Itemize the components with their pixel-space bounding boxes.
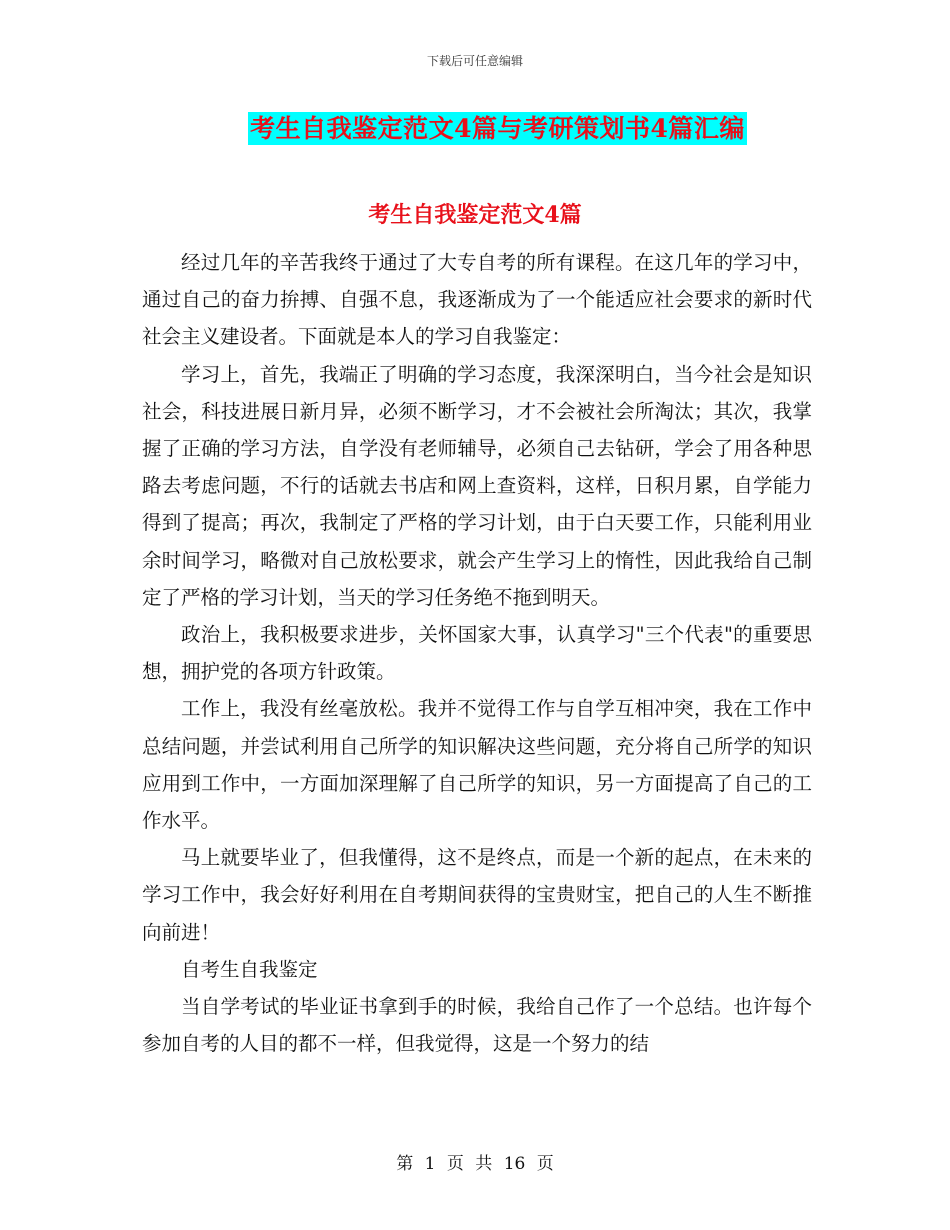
paragraph: 工作上，我没有丝毫放松。我并不觉得工作与自学互相冲突，我在工作中总结问题，并尝试利用自己所学的知识解决这些问题，充分将自己所学的知识应用到工作中，一方面加深理解了自己所学的知识，另一方面提高了自己的工作水平。: [142, 697, 812, 833]
document-body: [142, 244, 812, 1062]
title-wrapper: [0, 112, 950, 145]
section-title: 考生自我鉴定范文4篇: [368, 202, 582, 228]
document-title: 考生自我鉴定范文4篇与考研策划书4篇汇编: [250, 114, 745, 143]
paragraph: 学习上，首先，我端正了明确的学习态度，我深深明白，当今社会是知识社会，科技进展日新月异，必须不断学习，才不会被社会所淘汰；其次，我掌握了正确的学习方法，自学没有老师辅导，必须自己去钻研，学会了用各种思路去考虑问题，不行的话就去书店和网上查资料，这样，日积月累，自学能力得到了提高；再次，我制定了严格的学习计划，由于白天要工作，只能利用业余时间学习，略微对自己放松要求，就会产生学习上的惰性，因此我给自己制定了严格的学习计划，当天的学习任务绝不拖到明天。: [142, 362, 812, 609]
page-number: 第 1 页 共 16 页: [396, 1154, 554, 1174]
paragraph: 当自学考试的毕业证书拿到手的时候，我给自己作了一个总结。也许每个参加自考的人目的都不一样，但我觉得，这是一个努力的结: [142, 995, 812, 1056]
paragraph: 政治上，我积极要求进步，关怀国家大事，认真学习"三个代表"的重要思想，拥护党的各项方针政策。: [142, 623, 812, 684]
subheading: 自考生自我鉴定: [181, 957, 318, 981]
header-note: 下载后可任意编辑: [426, 54, 523, 68]
paragraph: 马上就要毕业了，但我懂得，这不是终点，而是一个新的起点，在未来的学习工作中，我会好好利用在自考期间获得的宝贵财宝，把自己的人生不断推向前进！: [142, 846, 812, 944]
paragraph: 经过几年的辛苦我终于通过了大专自考的所有课程。在这几年的学习中，通过自己的奋力拚搏、自强不息，我逐渐成为了一个能适应社会要求的新时代社会主义建设者。下面就是本人的学习自我鉴定：: [142, 251, 812, 349]
